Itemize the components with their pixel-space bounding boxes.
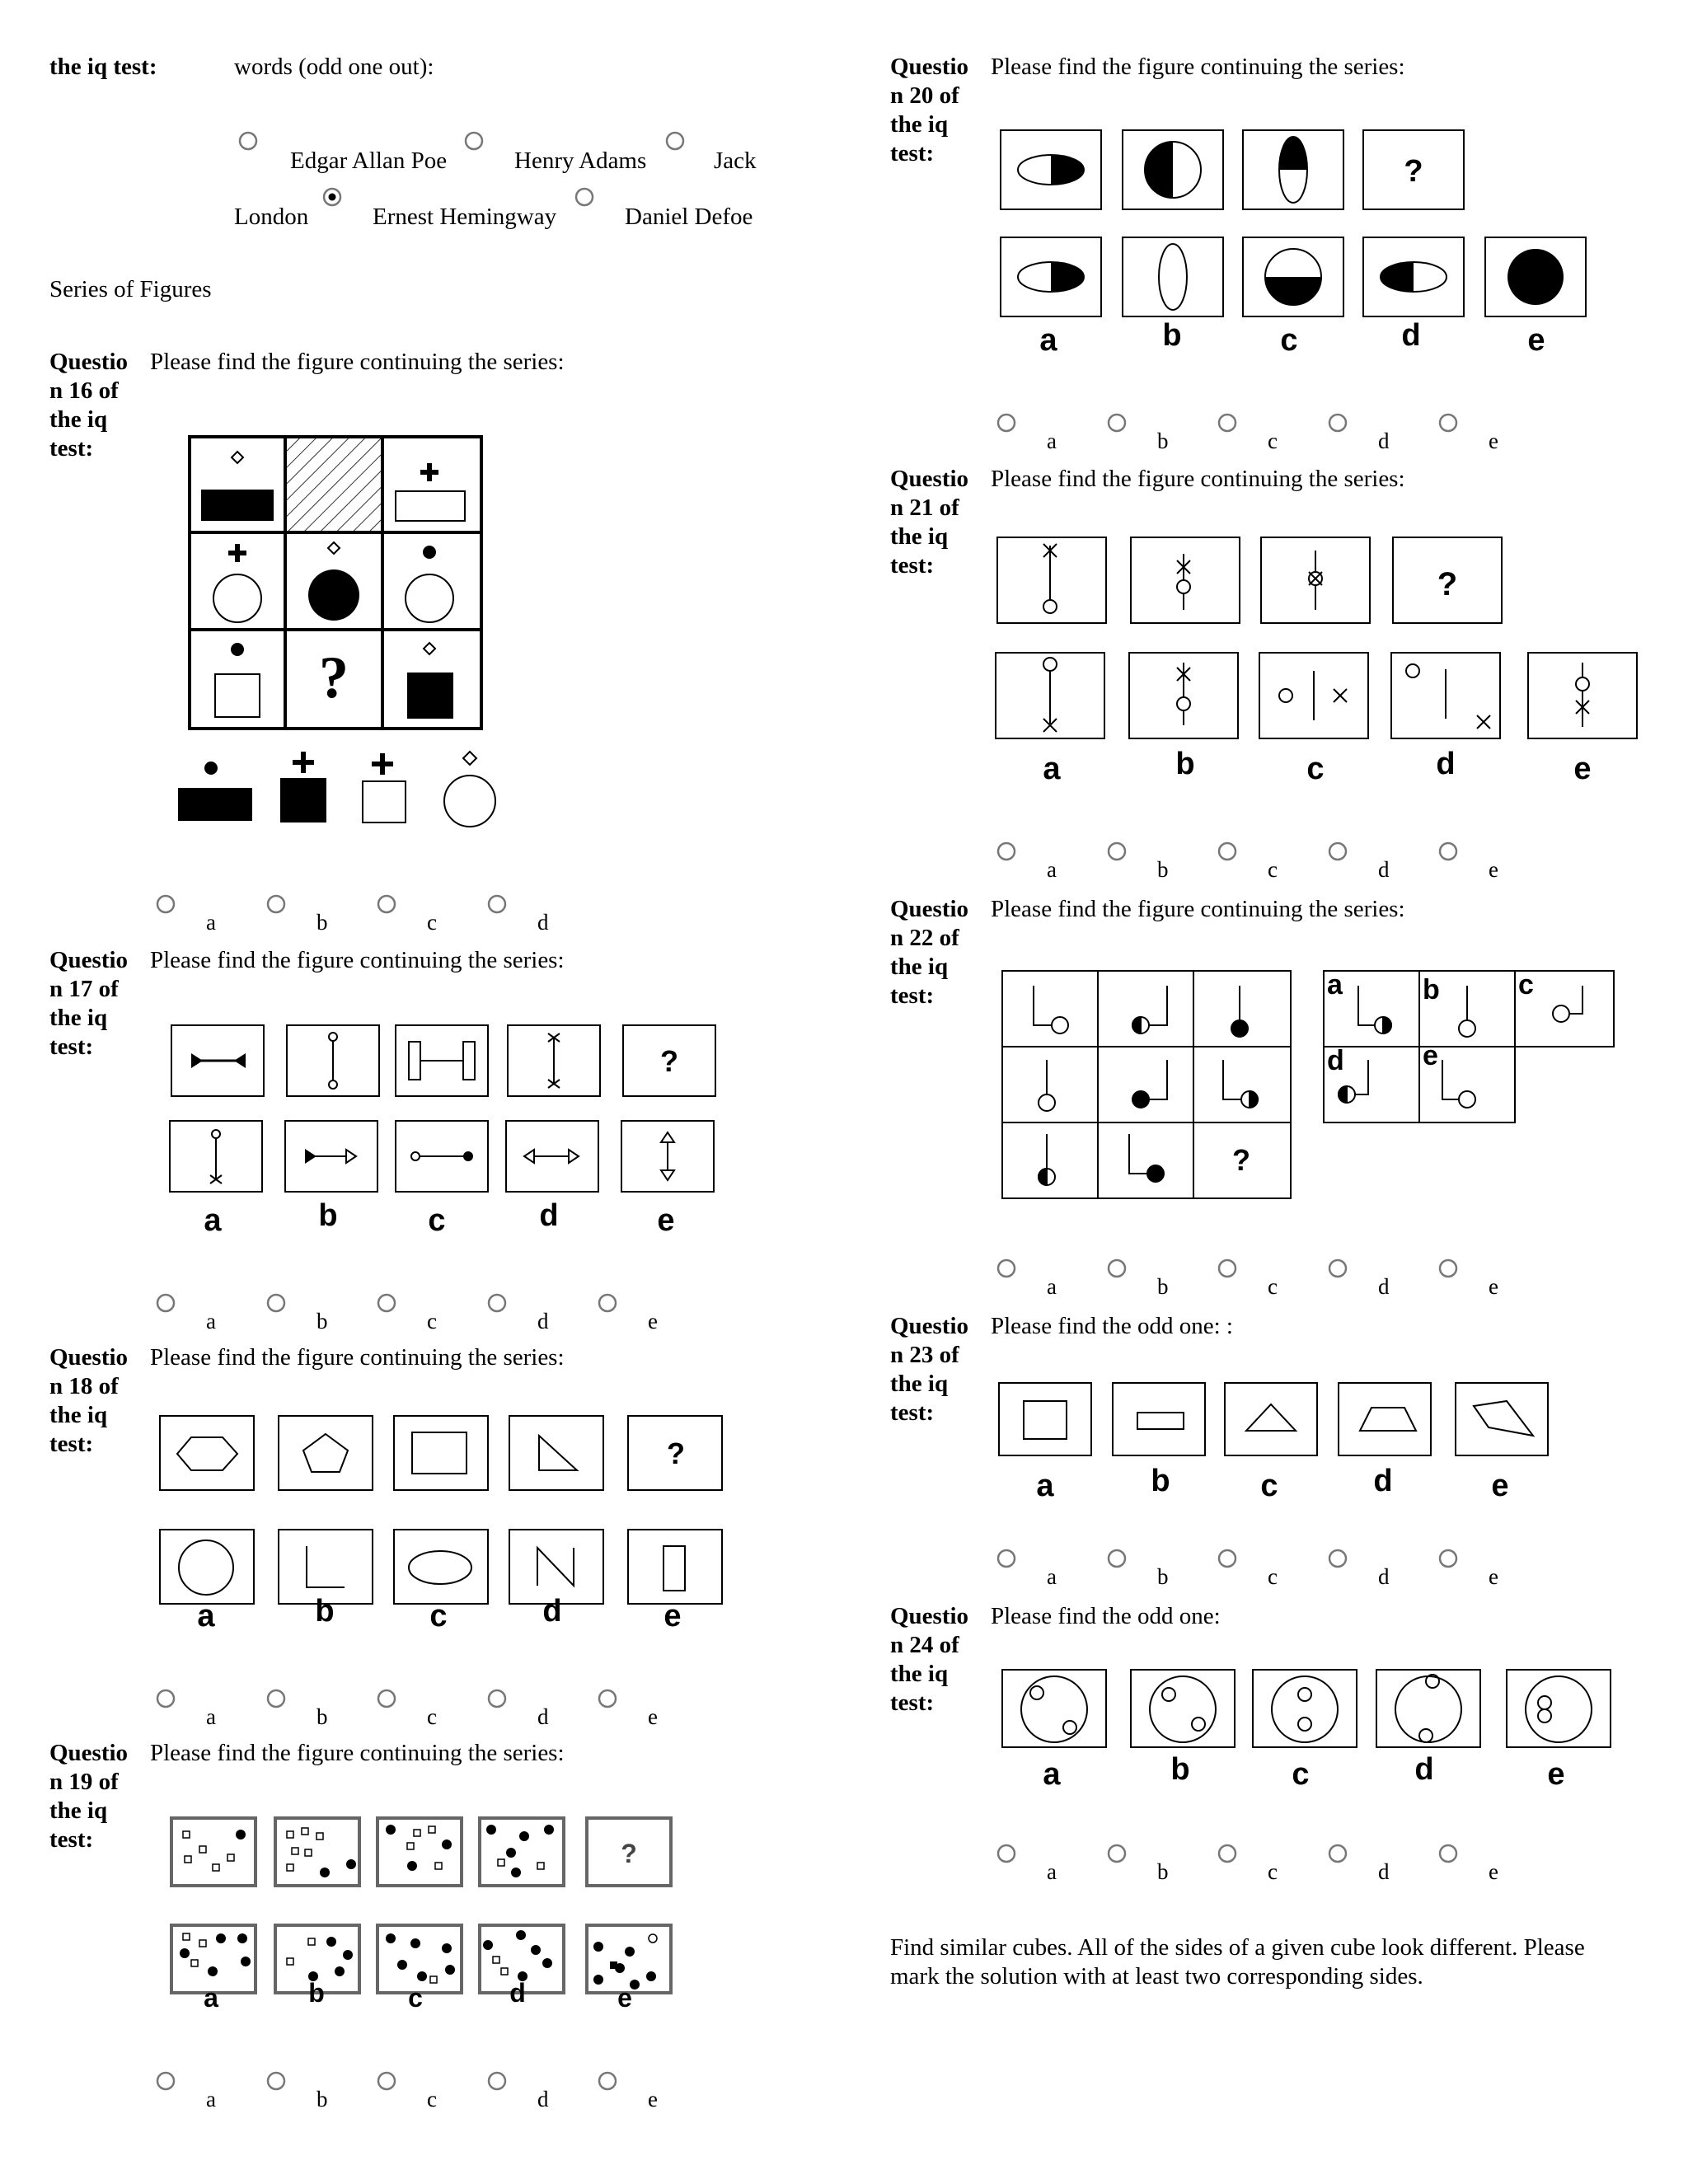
q20-letter-d: d <box>1401 318 1421 353</box>
q24-option-a-label: a <box>1047 1859 1057 1884</box>
q20-radio-a[interactable] <box>996 412 1017 434</box>
q18-letter-d: d <box>542 1594 562 1629</box>
q22-option-a-label: a <box>1047 1274 1057 1299</box>
question-19-prompt: Please find the figure continuing the series: <box>150 1740 565 1766</box>
q18-letter-e: e <box>663 1599 682 1633</box>
q21-radio-a[interactable] <box>996 841 1017 862</box>
question-19-label: Questio n 19 of the iq test: <box>49 1740 129 1853</box>
svg-text:?: ? <box>1437 566 1458 602</box>
word-option-6: Daniel Defoe <box>625 204 753 230</box>
question-17-label: Questio n 17 of the iq test: <box>49 947 129 1060</box>
q18-option-b-label: b <box>316 1704 328 1729</box>
q19-option-b-label: b <box>316 2087 328 2111</box>
question-16-label: Questio n 16 of the iq test: <box>49 349 129 462</box>
q24-letter-a: a <box>1043 1757 1061 1792</box>
q22-radio-d[interactable] <box>1327 1258 1348 1279</box>
q21-letter-a: a <box>1043 752 1061 786</box>
q18-option-d-label: d <box>537 1704 549 1729</box>
question-16-prompt: Please find the figure continuing the series: <box>150 349 565 375</box>
q24-radio-e[interactable] <box>1437 1843 1459 1864</box>
q20-letter-e: e <box>1527 323 1545 358</box>
q23-option-e-label: e <box>1489 1564 1498 1589</box>
q18-radio-e[interactable] <box>597 1688 618 1709</box>
q17-option-c-label: c <box>427 1309 437 1333</box>
radio-word-4-selected[interactable] <box>321 186 343 208</box>
q20-figures <box>999 129 1609 318</box>
q18-radio-b[interactable] <box>265 1688 287 1709</box>
q16-radio-d[interactable] <box>486 893 508 915</box>
question-18-prompt: Please find the figure continuing the series: <box>150 1344 565 1371</box>
q22-option-e-label: e <box>1489 1274 1498 1299</box>
q22-radio-e[interactable] <box>1437 1258 1459 1279</box>
q24-option-c-label: c <box>1268 1859 1278 1884</box>
q23-radio-c[interactable] <box>1217 1548 1238 1569</box>
svg-text:d: d <box>1327 1045 1344 1076</box>
q19-letter-e: e <box>617 1983 632 2013</box>
q24-radio-a[interactable] <box>996 1843 1017 1864</box>
q21-letter-d: d <box>1436 747 1456 781</box>
q23-letter-d: d <box>1373 1464 1393 1498</box>
q16-option-c-label: c <box>427 910 437 935</box>
radio-word-3[interactable] <box>664 130 686 152</box>
test-title: the iq test: <box>49 54 157 80</box>
q17-radio-e[interactable] <box>597 1292 618 1314</box>
q17-letter-d: d <box>539 1198 559 1233</box>
q20-radio-c[interactable] <box>1217 412 1238 434</box>
q16-radio-c[interactable] <box>376 893 397 915</box>
q21-radio-e[interactable] <box>1437 841 1459 862</box>
q21-letter-e: e <box>1573 752 1592 786</box>
q23-letter-c: c <box>1260 1469 1278 1503</box>
q20-letter-a: a <box>1039 323 1057 358</box>
q17-radio-b[interactable] <box>265 1292 287 1314</box>
svg-text:?: ? <box>667 1436 685 1470</box>
q17-option-d-label: d <box>537 1309 549 1333</box>
q17-letter-b: b <box>318 1198 338 1233</box>
q16-radio-a[interactable] <box>155 893 176 915</box>
q19-letter-d: d <box>509 1978 526 2008</box>
q17-letter-e: e <box>657 1203 675 1238</box>
q23-radio-a[interactable] <box>996 1548 1017 1569</box>
q19-option-a-label: a <box>206 2087 216 2111</box>
q20-option-c-label: c <box>1268 429 1278 453</box>
svg-text:?: ? <box>1232 1143 1250 1177</box>
word-option-1: Edgar Allan Poe <box>290 148 448 174</box>
q19-letter-b: b <box>308 1978 325 2008</box>
q17-option-b-label: b <box>316 1309 328 1333</box>
svg-text:a: a <box>1327 969 1343 1001</box>
q24-radio-d[interactable] <box>1327 1843 1348 1864</box>
q22-radio-a[interactable] <box>996 1258 1017 1279</box>
q22-option-c-label: c <box>1268 1274 1278 1299</box>
q17-radio-c[interactable] <box>376 1292 397 1314</box>
question-20-prompt: Please find the figure continuing the series: <box>991 54 1405 80</box>
q23-option-d-label: d <box>1378 1564 1390 1589</box>
word-option-4: London <box>234 204 309 230</box>
q18-option-e-label: e <box>648 1704 658 1729</box>
q22-option-d-label: d <box>1378 1274 1390 1299</box>
q19-letter-c: c <box>408 1983 423 2013</box>
q21-option-c-label: c <box>1268 857 1278 882</box>
q24-figures <box>1001 1668 1614 1750</box>
q19-option-c-label: c <box>427 2087 437 2111</box>
svg-text:?: ? <box>621 1839 637 1868</box>
radio-word-1[interactable] <box>237 130 259 152</box>
q17-letter-c: c <box>428 1203 446 1238</box>
q16-option-a-label: a <box>206 910 216 935</box>
q16-radio-b[interactable] <box>265 893 287 915</box>
q19-radio-d[interactable] <box>486 2070 508 2092</box>
radio-word-2[interactable] <box>463 130 485 152</box>
q17-radio-a[interactable] <box>155 1292 176 1314</box>
q23-option-b-label: b <box>1157 1564 1169 1589</box>
q24-letter-e: e <box>1547 1757 1565 1792</box>
question-17-prompt: Please find the figure continuing the series: <box>150 947 565 973</box>
footer-text-line-1: Find similar cubes. All of the sides of a given cube look different. Please <box>890 1934 1585 1961</box>
q23-radio-e[interactable] <box>1437 1548 1459 1569</box>
q19-option-d-label: d <box>537 2087 549 2111</box>
q20-radio-b[interactable] <box>1106 412 1128 434</box>
q23-radio-d[interactable] <box>1327 1548 1348 1569</box>
svg-text:e: e <box>1423 1040 1438 1071</box>
q17-option-e-label: e <box>648 1309 658 1333</box>
section-title: Series of Figures <box>49 276 212 302</box>
q18-letter-c: c <box>429 1599 448 1633</box>
q20-option-a-label: a <box>1047 429 1057 453</box>
q19-radio-a[interactable] <box>155 2070 176 2092</box>
q23-letter-e: e <box>1491 1469 1509 1503</box>
question-18-label: Questio n 18 of the iq test: <box>49 1344 129 1457</box>
q18-letter-a: a <box>197 1599 215 1633</box>
q18-option-a-label: a <box>206 1704 216 1729</box>
q23-letter-b: b <box>1151 1464 1170 1498</box>
q16-answer-options-figure <box>175 748 521 831</box>
question-23-prompt: Please find the odd one: : <box>991 1313 1233 1339</box>
question-21-label: Questio n 21 of the iq test: <box>890 466 969 579</box>
svg-text:?: ? <box>660 1044 678 1078</box>
q23-option-c-label: c <box>1268 1564 1278 1589</box>
q19-figures <box>168 1815 679 2004</box>
q18-radio-c[interactable] <box>376 1688 397 1709</box>
q24-radio-b[interactable] <box>1106 1843 1128 1864</box>
svg-text:b: b <box>1423 974 1440 1005</box>
q18-letter-b: b <box>315 1594 335 1629</box>
q19-radio-e[interactable] <box>597 2070 618 2092</box>
question-24-prompt: Please find the odd one: <box>991 1603 1221 1629</box>
question-22-label: Questio n 22 of the iq test: <box>890 896 969 1009</box>
svg-text:c: c <box>1518 969 1534 1001</box>
q24-letter-d: d <box>1414 1752 1434 1787</box>
q23-figures <box>997 1381 1558 1460</box>
word-option-3: Jack <box>714 148 757 174</box>
q17-radio-d[interactable] <box>486 1292 508 1314</box>
word-option-5: Ernest Hemingway <box>373 204 557 230</box>
q21-option-d-label: d <box>1378 857 1390 882</box>
q16-option-b-label: b <box>316 910 328 935</box>
q18-radio-a[interactable] <box>155 1688 176 1709</box>
q21-letter-c: c <box>1306 752 1325 786</box>
question-24-label: Questio n 24 of the iq test: <box>890 1603 969 1716</box>
q16-matrix-figure <box>188 435 483 730</box>
question-23-label: Questio n 23 of the iq test: <box>890 1313 969 1426</box>
q19-option-e-label: e <box>648 2087 658 2111</box>
q22-figures <box>1001 969 1627 1208</box>
question-22-prompt: Please find the figure continuing the series: <box>991 896 1405 922</box>
q18-radio-d[interactable] <box>486 1688 508 1709</box>
q24-option-d-label: d <box>1378 1859 1390 1884</box>
question-21-prompt: Please find the figure continuing the series: <box>991 466 1405 492</box>
question-20-label: Questio n 20 of the iq test: <box>890 54 969 166</box>
q20-radio-d[interactable] <box>1327 412 1348 434</box>
q20-option-d-label: d <box>1378 429 1390 453</box>
q20-option-b-label: b <box>1157 429 1169 453</box>
q24-option-e-label: e <box>1489 1859 1498 1884</box>
q19-letter-a: a <box>204 1983 218 2013</box>
q18-figures <box>158 1414 727 1609</box>
words-prompt: words (odd one out): <box>234 54 434 80</box>
q20-radio-e[interactable] <box>1437 412 1459 434</box>
q21-option-b-label: b <box>1157 857 1169 882</box>
q21-option-a-label: a <box>1047 857 1057 882</box>
q19-radio-c[interactable] <box>376 2070 397 2092</box>
q22-radio-b[interactable] <box>1106 1258 1128 1279</box>
word-option-2: Henry Adams <box>514 148 647 174</box>
q22-option-b-label: b <box>1157 1274 1169 1299</box>
svg-text:?: ? <box>1404 154 1423 189</box>
q23-option-a-label: a <box>1047 1564 1057 1589</box>
q21-radio-b[interactable] <box>1106 841 1128 862</box>
q19-radio-b[interactable] <box>265 2070 287 2092</box>
q16-option-d-label: d <box>537 910 549 935</box>
q21-figures <box>994 536 1637 750</box>
q24-option-b-label: b <box>1157 1859 1169 1884</box>
radio-word-6[interactable] <box>574 186 595 208</box>
q23-radio-b[interactable] <box>1106 1548 1128 1569</box>
q18-option-c-label: c <box>427 1704 437 1729</box>
q21-radio-c[interactable] <box>1217 841 1238 862</box>
q23-letter-a: a <box>1036 1469 1054 1503</box>
q17-figures <box>170 1024 717 1230</box>
q20-letter-c: c <box>1280 323 1298 358</box>
q24-radio-c[interactable] <box>1217 1843 1238 1864</box>
q21-option-e-label: e <box>1489 857 1498 882</box>
q21-letter-b: b <box>1175 747 1195 781</box>
q17-letter-a: a <box>204 1203 222 1238</box>
svg-text:?: ? <box>319 644 349 710</box>
q24-letter-b: b <box>1170 1752 1190 1787</box>
q20-letter-b: b <box>1162 318 1182 353</box>
q17-option-a-label: a <box>206 1309 216 1333</box>
q22-radio-c[interactable] <box>1217 1258 1238 1279</box>
footer-text-line-2: mark the solution with at least two corresponding sides. <box>890 1963 1423 1990</box>
q24-letter-c: c <box>1292 1757 1310 1792</box>
q21-radio-d[interactable] <box>1327 841 1348 862</box>
q20-option-e-label: e <box>1489 429 1498 453</box>
